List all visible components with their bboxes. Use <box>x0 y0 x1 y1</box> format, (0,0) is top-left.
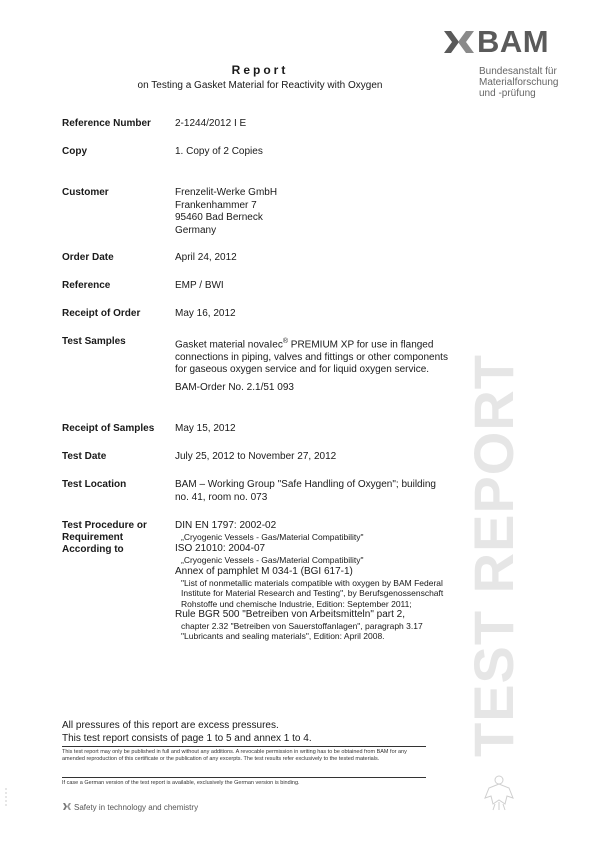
customer-value <box>175 187 475 237</box>
copy-label: Copy <box>62 146 87 157</box>
logo-sub-line: Bundesanstalt für <box>479 66 557 77</box>
bam-small-logo-icon <box>63 803 71 810</box>
test-report-watermark <box>464 320 524 790</box>
bam-logo-icon <box>444 31 474 53</box>
customer-line: Germany <box>175 224 217 236</box>
receipt-of-samples-value: May 15, 2012 <box>175 423 236 434</box>
logo-sub-line: Materialforschung <box>479 77 559 88</box>
test-date-label: Test Date <box>62 451 107 462</box>
rule-bgr-500: Rule BGR 500 "Betreiben von Arbeitsmitteln" part 2, <box>175 609 405 620</box>
annex-description: "List of nonmetallic materials compatible with oxygen by BAM Federal Institute for Material Research and Testing", by Berufsgenossenschaft Rohstoffe und chemische Industrie, Edition: September 2011; <box>181 577 444 609</box>
test-procedure-value <box>175 520 465 642</box>
test-samples-label: Test Samples <box>62 336 126 347</box>
publication-notice: This test report may only be published in full and without any additions. A revocable permission in writing has to be obtained from BAM for any amended reproduction of this certificate or the publication of any excerpts. The test results refer exclusively to the tested materials. <box>62 746 426 778</box>
copy-value: 1. Copy of 2 Copies <box>175 146 263 157</box>
standard-din-en-1797: DIN EN 1797: 2002-02 <box>175 520 277 531</box>
standard-title: „Cryogenic Vessels - Gas/Material Compatibility" <box>181 554 364 565</box>
test-location-label: Test Location <box>62 479 127 490</box>
test-date-value: July 25, 2012 to November 27, 2012 <box>175 451 337 462</box>
page-edge-mark-icon <box>3 788 9 808</box>
order-date-label: Order Date <box>62 252 114 263</box>
customer-line: Frenzelit-Werke GmbH <box>175 187 278 198</box>
bam-logo-text: BAM <box>477 24 550 59</box>
test-location-value: BAM – Working Group "Safe Handling of Oxygen"; building no. 41, room no. 073 <box>175 479 436 503</box>
report-title: Report <box>231 63 289 77</box>
federal-eagle-icon <box>483 772 515 812</box>
footer-tagline: Safety in technology and chemistry <box>74 803 199 812</box>
label-line: Test Procedure or <box>62 520 147 531</box>
report-subtitle: on Testing a Gasket Material for Reactivity with Oxygen <box>137 80 383 91</box>
standard-title: „Cryogenic Vessels - Gas/Material Compatibility" <box>181 531 364 542</box>
reference-value: EMP / BWI <box>175 280 224 291</box>
customer-label: Customer <box>62 187 109 198</box>
test-samples-text: PREMIUM XP for use in flanged connections in piping, valves and fittings or other components for gaseous oxygen service and for liquid oxygen service. <box>175 339 448 376</box>
registered-mark: ® <box>282 338 288 345</box>
customer-line: Frankenhammer 7 <box>175 199 257 211</box>
receipt-of-samples-label: Receipt of Samples <box>62 423 155 434</box>
receipt-of-order-value: May 16, 2012 <box>175 308 236 319</box>
label-line: According to <box>62 544 124 555</box>
pressures-note: All pressures of this report are excess pressures. <box>62 720 279 731</box>
label-line: Requirement <box>62 532 124 543</box>
rule-description: chapter 2.32 "Betreiben von Sauerstoffanlagen", paragraph 3.17 "Lubricants and sealing materials", Edition: April 2008. <box>181 620 423 641</box>
test-procedure-label <box>62 520 167 556</box>
german-version-note: If case a German version of the test report is available, exclusively the German version is binding. <box>62 780 300 786</box>
reference-number-label: Reference Number <box>62 118 151 129</box>
test-samples-text: Gasket material novaIec <box>175 339 283 351</box>
bam-order-number: BAM-Order No. 2.1/51 093 <box>175 381 294 393</box>
standard-iso-21010: ISO 21010: 2004-07 <box>175 543 266 554</box>
pages-note: This test report consists of page 1 to 5 and annex 1 to 4. <box>62 733 312 744</box>
reference-label: Reference <box>62 280 111 291</box>
logo-sub-line: und -prüfung <box>479 88 536 99</box>
customer-line: 95460 Bad Berneck <box>175 212 263 223</box>
order-date-value: April 24, 2012 <box>175 252 237 263</box>
annex-pamphlet: Annex of pamphlet M 034-1 (BGI 617-1) <box>175 566 353 577</box>
reference-number-value: 2-1244/2012 I E <box>175 118 247 129</box>
test-report-vertical-text: TEST REPORT <box>462 353 526 757</box>
test-samples-value <box>175 336 460 394</box>
receipt-of-order-label: Receipt of Order <box>62 308 141 319</box>
